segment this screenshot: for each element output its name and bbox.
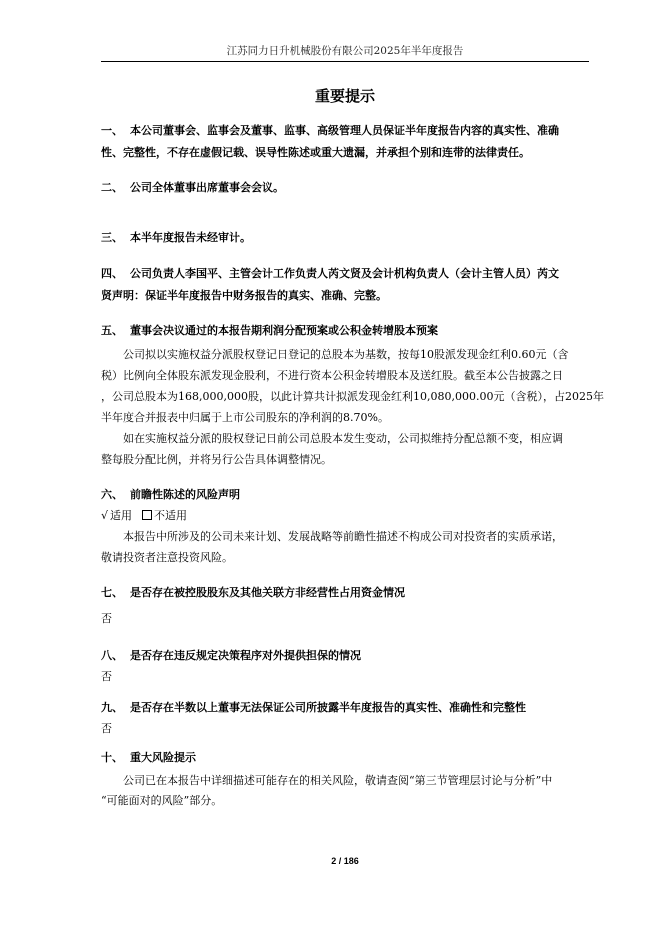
- section-1-text-line2: 性、完整性，不存在虚假记载、误导性陈述或重大遗漏，并承担个别和连带的法律责任。: [101, 146, 530, 159]
- section-1-heading: [101, 120, 591, 142]
- section-4-heading: [101, 263, 591, 285]
- section-7-number: 七、: [101, 586, 123, 599]
- checkbox-unchecked-icon: [142, 510, 152, 520]
- section-10-heading-text: 重大风险提示: [130, 751, 196, 764]
- section-10-heading: [101, 747, 591, 769]
- section-5-paragraph-1-line-3: ，公司总股本为168,000,000股，以此计算共计拟派发现金红利10,080,000.00元（含税），占2025年: [101, 390, 604, 403]
- header-divider: [101, 61, 589, 62]
- section-5-number: 五、: [101, 324, 123, 337]
- section-4-text-line1: 公司负责人李国平、主管会计工作负责人芮文贤及会计机构负责人（会计主管人员）芮文: [130, 267, 559, 280]
- section-8-number: 八、: [101, 649, 123, 662]
- section-7-answer: 否: [101, 612, 112, 625]
- option-not-applicable-label: 不适用: [154, 509, 188, 522]
- section-3-heading: [101, 227, 591, 249]
- section-6-heading-text: 前瞻性陈述的风险声明: [130, 488, 240, 501]
- section-10-number: 十、: [101, 751, 123, 764]
- running-header: 江苏同力日升机械股份有限公司2025年半年度报告: [226, 45, 464, 57]
- section-2-heading: [101, 177, 591, 199]
- section-8-heading: [101, 645, 591, 667]
- section-6-paragraph-line-2: 敬请投资者注意投资风险。: [101, 551, 233, 564]
- section-4-text-line2: 贤声明：保证半年度报告中财务报告的真实、准确、完整。: [101, 289, 387, 302]
- section-7-heading-text: 是否存在被控股股东及其他关联方非经营性占用资金情况: [130, 586, 405, 599]
- section-5-paragraph-1-line-2: 税）比例向全体股东派发现金股利，不进行资本公积金转增股本及送红股。截至本公告披露之日: [101, 369, 563, 382]
- section-1-text-line1: 本公司董事会、监事会及董事、监事、高级管理人员保证半年度报告内容的真实性、准确: [130, 124, 559, 137]
- section-2-text: 公司全体董事出席董事会会议。: [130, 181, 284, 194]
- section-5-paragraph-2-line-2: 整每股分配比例，并将另行公告具体调整情况。: [101, 453, 332, 466]
- section-5-heading: [101, 320, 591, 342]
- section-7-heading: [101, 582, 591, 604]
- section-6-paragraph-line-1: 本报告中所涉及的公司未来计划、发展战略等前瞻性描述不构成公司对投资者的实质承诺，: [123, 530, 563, 543]
- section-5-heading-text: 董事会决议通过的本报告期利润分配预案或公积金转增股本预案: [130, 324, 438, 337]
- section-3-number: 三、: [101, 231, 123, 244]
- applicability-selector: [101, 506, 187, 526]
- section-1-continuation: [101, 142, 591, 164]
- section-4-continuation: [101, 285, 591, 307]
- section-9-number: 九、: [101, 701, 123, 714]
- section-6-heading: [101, 484, 591, 506]
- section-10-paragraph-line-1: 公司已在本报告中详细描述可能存在的相关风险，敬请查阅“第三节管理层讨论与分析”中: [123, 774, 553, 787]
- page-number: 2 / 186: [331, 856, 359, 866]
- section-1-number: 一、: [101, 124, 123, 137]
- section-5-paragraph-2-line-1: 如在实施权益分派的股权登记日前公司总股本发生变动，公司拟维持分配总额不变，相应调: [123, 432, 563, 445]
- checkmark-icon: √: [101, 509, 109, 522]
- section-4-number: 四、: [101, 267, 123, 280]
- section-9-heading: [101, 697, 591, 719]
- section-2-number: 二、: [101, 181, 123, 194]
- section-9-heading-text: 是否存在半数以上董事无法保证公司所披露半年度报告的真实性、准确性和完整性: [130, 701, 526, 714]
- section-3-text: 本半年度报告未经审计。: [130, 231, 251, 244]
- section-9-answer: 否: [101, 722, 112, 735]
- section-8-heading-text: 是否存在违反规定决策程序对外提供担保的情况: [130, 649, 361, 662]
- page-title: 重要提示: [314, 87, 375, 105]
- option-applicable-label: 适用: [110, 509, 133, 522]
- section-5-paragraph-1-line-4: 半年度合并报表中归属于上市公司股东的净利润的8.70%。: [101, 411, 389, 424]
- section-8-answer: 否: [101, 670, 112, 683]
- section-6-number: 六、: [101, 488, 123, 501]
- section-10-paragraph-line-2: “可能面对的风险”部分。: [101, 794, 223, 807]
- section-5-paragraph-1-line-1: 公司拟以实施权益分派股权登记日登记的总股本为基数，按每10股派发现金红利0.60元（含: [123, 348, 569, 361]
